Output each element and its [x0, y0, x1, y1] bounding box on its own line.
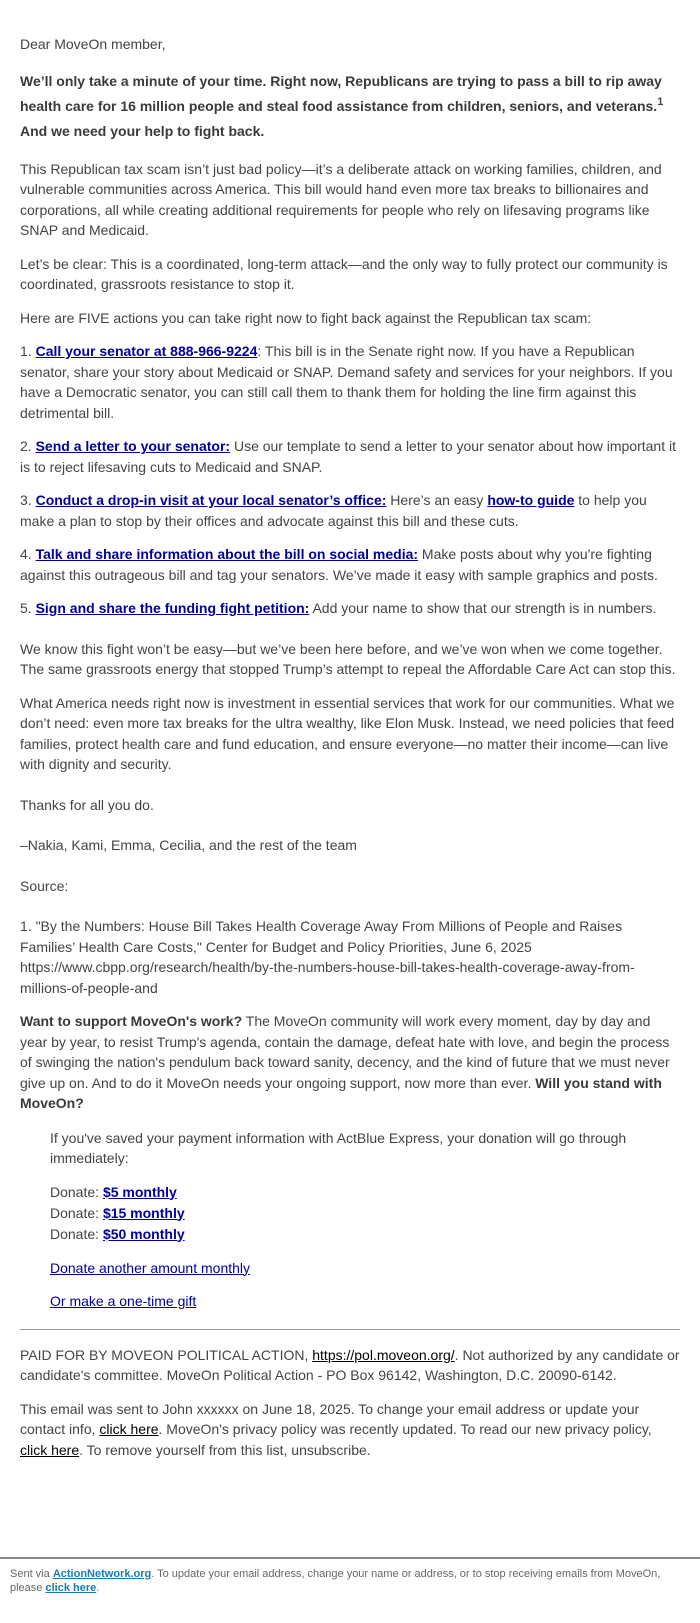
support-paragraph: [20, 1011, 680, 1114]
action-item-letter: [20, 436, 680, 477]
source-citation: 1. "By the Numbers: House Bill Takes Health Coverage Away From Millions of People and Raises Families’ Health Care Costs," Center for Budget and Policy Priorities, June 6, 2025 https://www.cbpp.org/research/health/by-the-numbers-house-bill-takes-health-coverage-away-from-millions-of-people-and: [20, 918, 635, 996]
sent-middle: . MoveOn's privacy policy was recently updated. To read our new privacy policy,: [158, 1421, 652, 1437]
support-body: The MoveOn community will work every moment, day by day and year by year, to resist Trump's agenda, contain the damage, defeat hate with love, and begin the process of swinging the nation's pendulum back toward sanity, decency, and the kind of future that we must never give up on. And to do it MoveOn needs your ongoing support, now more than ever.: [20, 1013, 670, 1091]
update-contact-link[interactable]: click here: [99, 1421, 159, 1437]
paragraph-tax-scam: This Republican tax scam isn’t just bad policy—it’s a deliberate attack on working families, children, and vulnerable communities across America. This bill would hand even more tax breaks to billionaires and corporations, all while creating additional requirements for people who rely on lifesaving programs like SNAP and Medicaid.: [20, 160, 662, 238]
action-item-call: [20, 341, 680, 423]
donate-option-row: [50, 1224, 640, 1245]
donate-15-monthly-link[interactable]: $15 monthly: [102, 1204, 185, 1221]
source-label: Source:: [20, 877, 69, 894]
action-number: 1.: [20, 343, 32, 359]
social-media-link[interactable]: Talk and share information about the bill on social media:: [35, 546, 419, 562]
sent-suffix: . To remove yourself from this list, unsubscribe.: [79, 1441, 371, 1458]
footnote-ref: 1: [657, 95, 664, 108]
action-item-petition: [20, 598, 680, 619]
donate-50-monthly-link[interactable]: $50 monthly: [102, 1225, 185, 1242]
donate-options: [50, 1182, 640, 1245]
action-text: Use our template to send a letter to your senator about how important it is to reject lifesaving cuts to Medicaid and SNAP.: [20, 438, 676, 475]
intro-text: We’ll only take a minute of your time. Right now, Republicans are trying to pass a bill to rip away health care for 16 million people and steal food assistance from children, seniors, and veterans.: [20, 72, 662, 114]
footer-prefix: Sent via: [10, 1568, 53, 1580]
paragraph-coordinated-attack: Let’s be clear: This is a coordinated, long-term attack—and the only way to fully protect our community is coordinated, grassroots resistance to stop it.: [20, 255, 668, 292]
one-time-gift-link[interactable]: Or make a one-time gift: [50, 1293, 197, 1309]
call-senator-link[interactable]: Call your senator at 888-966-9224: [35, 343, 258, 359]
how-to-guide-link[interactable]: how-to guide: [487, 492, 575, 508]
action-text: Make posts about why you're fighting against this outrageous bill and tag your senators. We’ve made it easy with sample graphics and posts.: [20, 546, 658, 583]
donate-other-row: [50, 1258, 640, 1279]
footer-click-here-link[interactable]: click here: [45, 1582, 97, 1594]
paid-for-disclaimer: [20, 1345, 680, 1386]
greeting: Dear MoveOn member,: [20, 36, 166, 52]
thanks-line: Thanks for all you do.: [20, 796, 154, 813]
action-item-visit: [20, 490, 680, 531]
petition-link[interactable]: Sign and share the funding fight petition:: [35, 600, 310, 616]
footer-end: .: [96, 1582, 100, 1594]
action-text: Add your name to show that our strength is in numbers.: [309, 600, 657, 616]
paragraph-five-actions: Here are FIVE actions you can take right now to fight back against the Republican tax scam:: [20, 309, 592, 326]
donate-5-monthly-link[interactable]: $5 monthly: [102, 1183, 177, 1200]
paid-suffix: . Not authorized by any candidate or candidate's committee. MoveOn Political Action - PO Box 96142, Washington, D.C. 20090-6142.: [20, 1346, 680, 1383]
privacy-policy-link[interactable]: click here: [20, 1441, 80, 1458]
donate-intro: If you've saved your payment information with ActBlue Express, your donation will go through immediately:: [50, 1129, 627, 1166]
footer-middle: . To update your email address, change your name or address, or to stop receiving emails from MoveOn, please: [10, 1568, 661, 1594]
action-text-2: to help you make a plan to stop by their offices and advocate against this bill and these cuts.: [20, 492, 647, 529]
paragraph-america-needs: What America needs right now is investment in essential services that work for our communities. What we don’t need: even more tax breaks for the ultra wealthy, like Elon Musk. Instead, we need policies that feed families, protect health care and fund education, and ensure everyone—no matter their income—can live with dignity and security.: [20, 694, 675, 772]
action-text: Here’s an easy: [386, 492, 488, 508]
action-number: 3.: [20, 492, 32, 508]
drop-in-visit-link[interactable]: Conduct a drop-in visit at your local senator’s office:: [35, 492, 387, 508]
donate-section: [20, 1128, 680, 1312]
donate-option-row: [50, 1203, 640, 1224]
donate-label: Donate:: [50, 1225, 100, 1242]
support-lead: Want to support MoveOn's work?: [20, 1013, 243, 1029]
donate-label: Donate:: [50, 1183, 100, 1200]
intro-paragraph: [20, 69, 680, 144]
paragraph-fight: We know this fight won’t be easy—but we’ve been here before, and we’ve won when we come together. The same grassroots energy that stopped Trump’s attempt to repeal the Affordable Care Act can stop this.: [20, 640, 676, 677]
support-ask: Will you stand with MoveOn?: [20, 1074, 662, 1111]
divider: [20, 1329, 680, 1330]
action-network-footer: [0, 1557, 700, 1595]
donate-label: Donate:: [50, 1204, 100, 1221]
action-text: : This bill is in the Senate right now. If you have a Republican senator, share your story about Medicaid or SNAP. Demand safety and services for your neighbors. If you have a Democratic senator, you can still call them to thank them for holding the line firm against this detrimental bill.: [20, 343, 673, 421]
action-network-link[interactable]: ActionNetwork.org: [52, 1568, 152, 1580]
donate-other-amount-link[interactable]: Donate another amount monthly: [50, 1259, 251, 1276]
intro-tail: And we need your help to fight back.: [20, 122, 265, 139]
sent-to-notice: [20, 1399, 680, 1461]
signoff-line: –Nakia, Kami, Emma, Cecilia, and the rest of the team: [20, 837, 357, 853]
paid-prefix: PAID FOR BY MOVEON POLITICAL ACTION,: [20, 1346, 313, 1363]
donate-option-row: [50, 1182, 640, 1203]
action-number: 5.: [20, 600, 32, 616]
action-number: 4.: [20, 546, 32, 562]
sent-prefix: This email was sent to John xxxxxx on June 18, 2025. To change your email address or update your contact info,: [20, 1400, 640, 1437]
donate-onetime-row: [50, 1291, 640, 1312]
action-item-social: [20, 544, 680, 585]
action-number: 2.: [20, 438, 32, 454]
pol-moveon-link[interactable]: https://pol.moveon.org/: [312, 1346, 455, 1363]
send-letter-link[interactable]: Send a letter to your senator:: [35, 438, 231, 454]
